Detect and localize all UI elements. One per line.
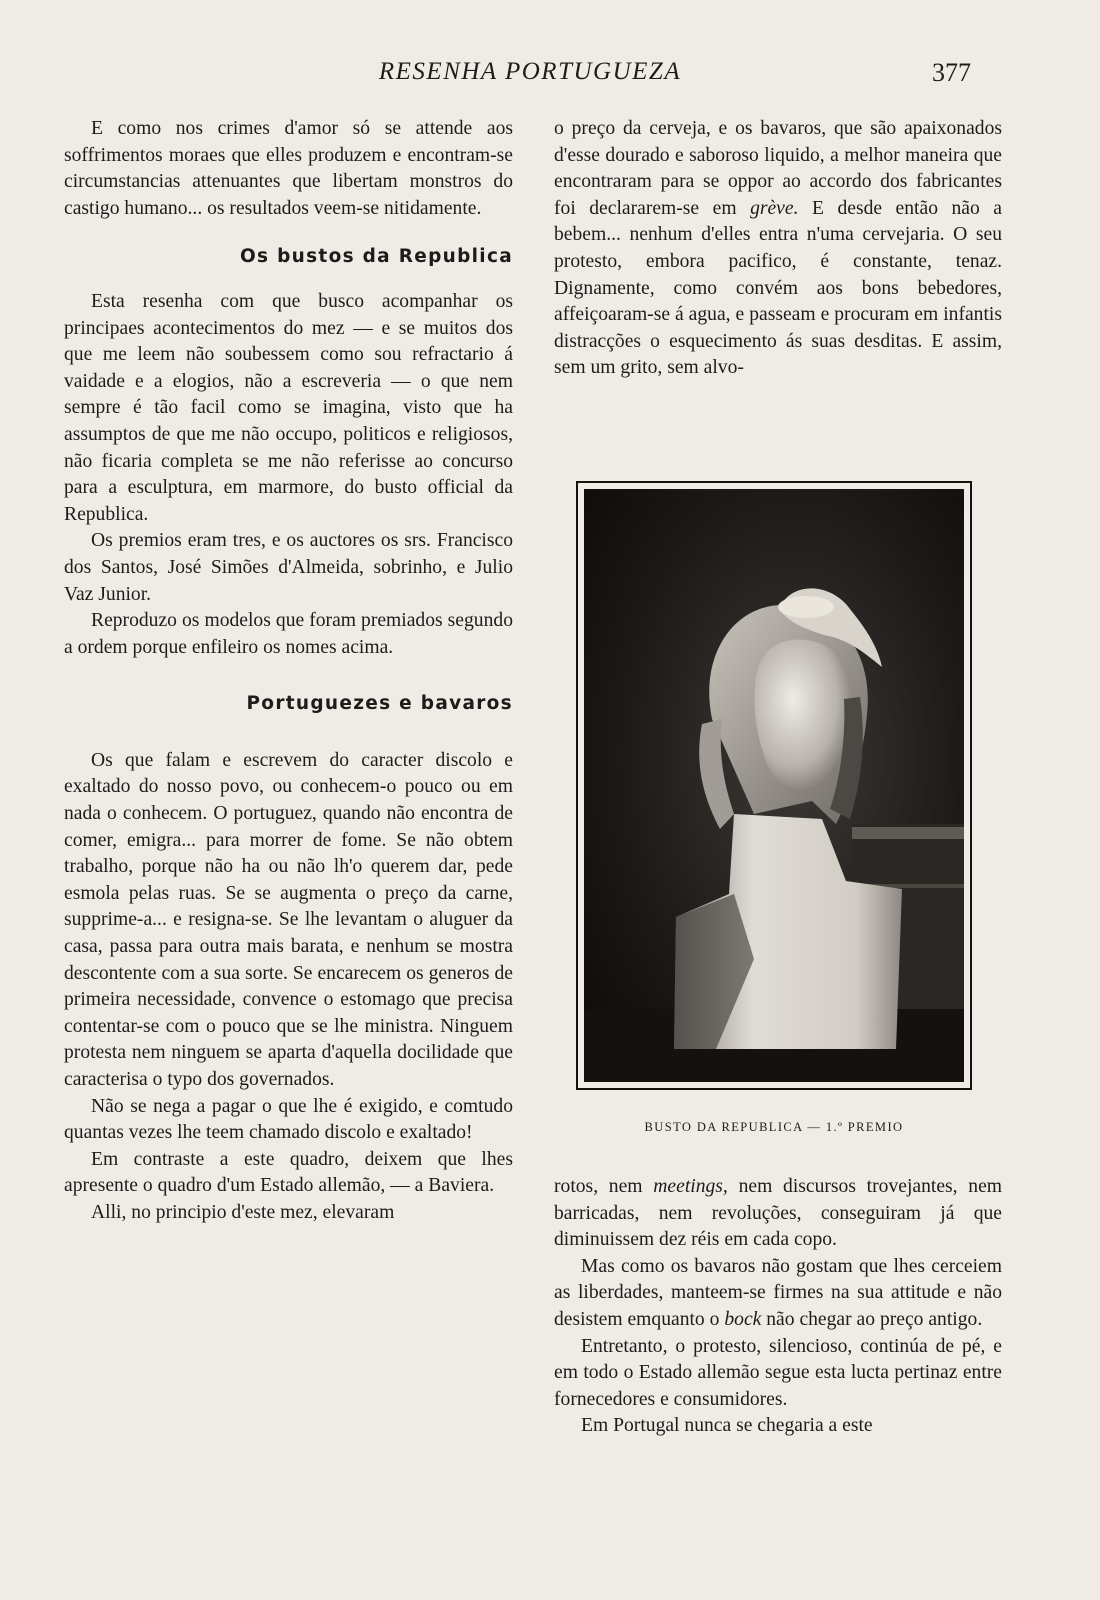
italic-word: grève. <box>750 197 799 219</box>
right-column-top <box>554 116 1002 382</box>
italic-word: meetings, <box>653 1176 728 1197</box>
figure-caption: BUSTO DA REPUBLICA — 1.º PREMIO <box>644 1120 904 1134</box>
paragraph <box>554 1254 1002 1334</box>
paragraph: Alli, no principio d'este mez, elevaram <box>91 1201 395 1223</box>
paragraph: Esta resenha com que busco acompanhar os principaes acontecimentos do mez — e se muitos dos que me leem não soubessem como sou refractario á vaidade e a elogios, não a escreveria — o que nem sempre é tão facil como se imagina, visto que ha assumptos de que me não occupo, politicos e religiosos, não ficaria completa se me não referisse ao concurso para a esculptura, em marmore, do busto official da Republica. <box>64 290 513 525</box>
text-run: o preço da cerveja, e os bavaros, que são apaixonados d'esse dourado e saboroso liquido, a melhor maneira que encontraram para se oppor ao accordo dos fabricantes foi declararem-se em <box>554 118 1002 219</box>
intro-paragraph: E como nos crimes d'amor só se attende aos soffrimentos moraes que elles produzem e encontram-se circumstancias attenuantes que libertam monstros do castigo humano... os resultados veem-se nitidamente. <box>64 118 513 219</box>
bust-photograph <box>576 481 972 1090</box>
text-run: nem discursos trovejantes, nem barricadas, nem revoluções, conseguiram já que diminuissem dez réis em cada copo. <box>554 1176 1003 1251</box>
left-column <box>64 116 513 1227</box>
paragraph: Em contraste a este quadro, deixem que lhes apresente o quadro d'um Estado allemão, — a Baviera. <box>64 1148 513 1197</box>
paragraph: Não se nega a pagar o que lhe é exigido, e comtudo quantas vezes lhe teem chamado discolo e exaltado! <box>64 1095 513 1144</box>
paragraph: Entretanto, o protesto, silencioso, continúa de pé, e em todo o Estado allemão segue esta lucta pertinaz entre fornecedores e consumidores. <box>554 1335 1002 1410</box>
text-run: Mas como os bavaros não gostam que lhes cerceiem as liberdades, manteem-se firmes na sua attitude e não desistem emquanto o <box>554 1255 1002 1330</box>
bust-photo-image <box>584 489 964 1082</box>
text-run: não chegar ao preço antigo. <box>766 1308 983 1330</box>
running-title: RESENHA PORTUGUEZA <box>378 58 682 85</box>
right-column-bottom <box>554 1174 1002 1440</box>
paragraph: Em Portugal nunca se chegaria a este <box>581 1415 873 1437</box>
section-heading-bustos: Os bustos da Republica <box>240 246 513 268</box>
continued-paragraph <box>554 1174 1002 1254</box>
paragraph: Reproduzo os modelos que foram premiados segundo a ordem porque enfileiro os nomes acima. <box>64 610 513 658</box>
page-number: 377 <box>932 58 971 87</box>
text-run: rotos, nem <box>554 1176 643 1197</box>
italic-word: bock <box>724 1308 762 1330</box>
section-heading-portuguezes: Portuguezes e bavaros <box>246 693 513 715</box>
continued-paragraph <box>554 116 1002 382</box>
text-run: E desde então não a bebem... nenhum d'elles entra n'uma cervejaria. O seu protesto, embora pacifico, é constante, tenaz. Dignamente, como convém aos bons bebedores, affeiçoaram-se á agua, e passeam e procuram em infantis distracções o esquecimento ás suas desditas. E assim, sem um grito, sem alvo- <box>554 197 1002 379</box>
paragraph: Os premios eram tres, e os auctores os srs. Francisco dos Santos, José Simões d'Almeida, sobrinho, e Julio Vaz Junior. <box>64 530 513 605</box>
paragraph: Os que falam e escrevem do caracter discolo e exaltado do nosso povo, ou conhecem-o pouco ou em nada o conhecem. O portuguez, quando não encontra de comer, emigra... para morrer de fome. Se não obtem trabalho, porque não ha ou não lh'o querem dar, pede esmola pelas ruas. Se se augmenta o preço da carne, supprime-a... e resigna-se. Se lhe levantam o aluguer da casa, passa para outra mais barata, e nenhum se mostra descontente com a sua sorte. Se encarecem os generos de primeira necessidade, convence o estomago que precisa contentar-se com o pouco que se lhe ministra. Ninguem protesta nem ninguem se aparta d'aquella docilidade que caracterisa o typo dos governados. <box>64 749 513 1090</box>
